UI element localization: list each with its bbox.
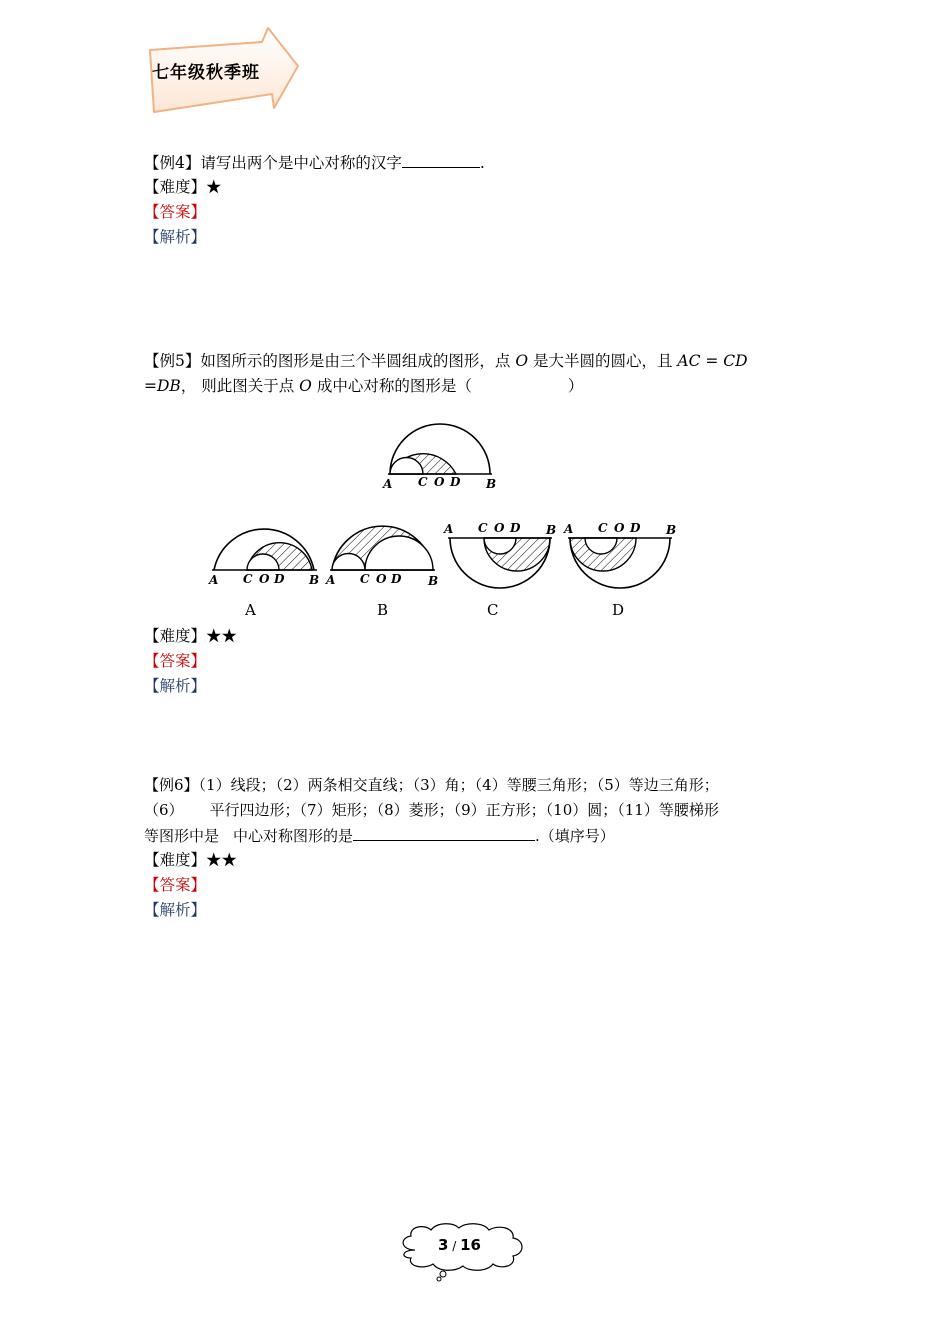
- svg-text:O: O: [434, 475, 445, 489]
- ex4-answer-label: 【答案】: [144, 203, 207, 221]
- ex5-main-figure: [380, 418, 500, 493]
- option-b-figure: [322, 512, 447, 592]
- svg-text:D: D: [450, 475, 461, 489]
- svg-text:D: D: [510, 521, 521, 535]
- ex5-answer-label: 【答案】: [144, 652, 207, 670]
- svg-text:O: O: [259, 572, 270, 586]
- ex6-analysis-label: 【解析】: [144, 901, 207, 919]
- ex4-difficulty: 【难度】★: [144, 178, 222, 196]
- ex6-question-line2: （6） 平行四边形；（7）矩形；（8）菱形；（9）正方形；（10）圆；（11）等腰梯形: [144, 801, 719, 819]
- svg-text:A: A: [444, 522, 454, 536]
- svg-text:D: D: [630, 521, 641, 535]
- svg-text:B: B: [666, 523, 677, 537]
- ex6-difficulty: 【难度】★★: [144, 851, 238, 869]
- option-a-figure: [205, 512, 325, 592]
- svg-text:O: O: [494, 521, 505, 535]
- svg-text:B: B: [486, 477, 497, 491]
- option-c-caption: C: [487, 601, 499, 619]
- course-title: 七年级秋季班: [152, 63, 260, 83]
- svg-text:C: C: [598, 521, 608, 535]
- svg-text:A: A: [326, 573, 336, 587]
- svg-text:C: C: [360, 572, 370, 586]
- svg-text:B: B: [309, 573, 320, 587]
- option-d-figure: [560, 518, 685, 598]
- difficulty-stars: ★★: [206, 851, 238, 869]
- svg-text:O: O: [376, 572, 387, 586]
- ex6-question-line3: 等图形中是 中心对称图形的是 .（填序号）: [144, 827, 615, 845]
- svg-text:D: D: [274, 572, 285, 586]
- svg-text:A: A: [564, 522, 574, 536]
- option-d-caption: D: [612, 601, 625, 619]
- difficulty-stars: ★★: [206, 627, 238, 645]
- ex5-question-line1: 【例5】如图所示的图形是由三个半圆组成的图形，点 O 是大半圆的圆心，且 AC = CD: [144, 352, 748, 370]
- ex4-question: 【例4】请写出两个是中心对称的汉字 .: [144, 154, 485, 172]
- svg-text:O: O: [614, 521, 625, 535]
- ex5-question-line2: =DB， 则此图关于点 O 成中心对称的图形是（ ）: [144, 377, 584, 395]
- svg-text:C: C: [418, 475, 428, 489]
- difficulty-stars: ★: [206, 178, 222, 196]
- ex6-answer-label: 【答案】: [144, 876, 207, 894]
- svg-text:A: A: [209, 573, 219, 587]
- svg-text:B: B: [428, 574, 439, 588]
- ex5-difficulty: 【难度】★★: [144, 627, 238, 645]
- svg-text:D: D: [391, 572, 402, 586]
- option-b-caption: B: [377, 601, 389, 619]
- svg-text:B: B: [546, 523, 557, 537]
- ex5-analysis-label: 【解析】: [144, 677, 207, 695]
- svg-text:A: A: [383, 477, 393, 491]
- ex6-question-line1: 【例6】（1）线段；（2）两条相交直线；（3）角；（4）等腰三角形；（5）等边三角形；: [144, 776, 719, 794]
- option-a-caption: A: [245, 601, 256, 619]
- svg-text:C: C: [478, 521, 488, 535]
- option-c-figure: [440, 518, 565, 598]
- page-number: 3 / 16: [438, 1236, 481, 1254]
- svg-text:C: C: [243, 572, 253, 586]
- ex4-analysis-label: 【解析】: [144, 228, 207, 246]
